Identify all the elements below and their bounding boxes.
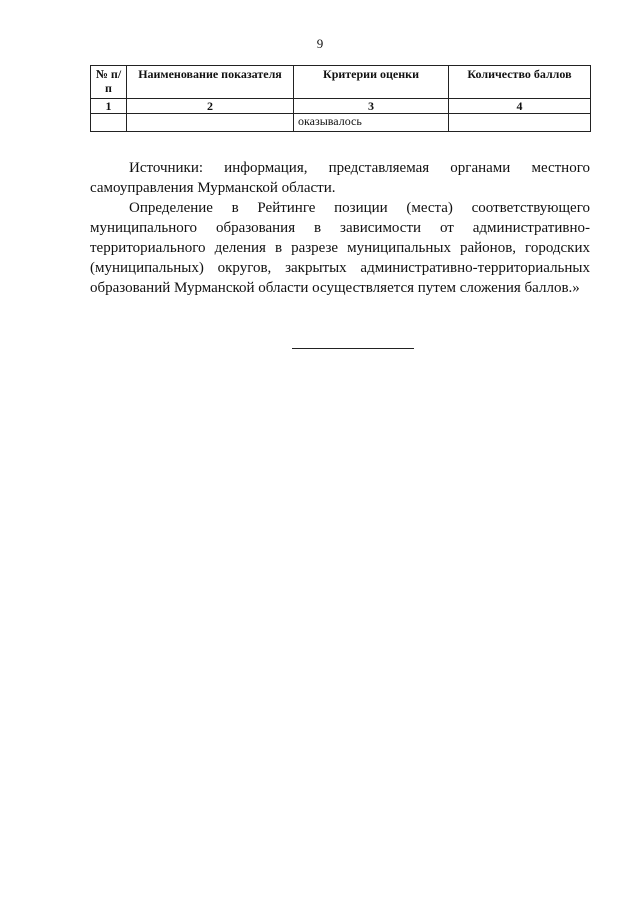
table-header-row: [91, 66, 591, 99]
table-cell: [127, 114, 294, 132]
header-criteria: Критерии оценки: [294, 66, 449, 99]
column-number-cell: 4: [449, 99, 591, 114]
table-cell: [91, 114, 127, 132]
table-cell: [449, 114, 591, 132]
table-row: [91, 114, 591, 132]
header-number: № п/п: [91, 66, 127, 99]
column-number-cell: 1: [91, 99, 127, 114]
sources-paragraph: Источники: информация, представляемая органами местного самоуправления Мурманской области.: [90, 160, 590, 196]
column-number-row: [91, 99, 591, 114]
ranking-paragraph: Определение в Рейтинге позиции (места) соответствующего муниципального образования в зависимости от административно-территориального деления в разрезе муниципальных районов, городских (муниципальных) округов, закрытых административно-территориальных образований Мурманской области осуществляется путем сложения баллов.»: [90, 200, 590, 296]
table-cell: оказывалось: [294, 114, 449, 132]
header-points: Количество баллов: [449, 66, 591, 99]
column-number-cell: 2: [127, 99, 294, 114]
column-number-cell: 3: [294, 99, 449, 114]
body-text: [90, 158, 590, 298]
end-rule: [292, 348, 414, 349]
page-number: 9: [316, 36, 324, 51]
indicators-table: [90, 65, 591, 132]
header-indicator-name: Наименование показателя: [127, 66, 294, 99]
